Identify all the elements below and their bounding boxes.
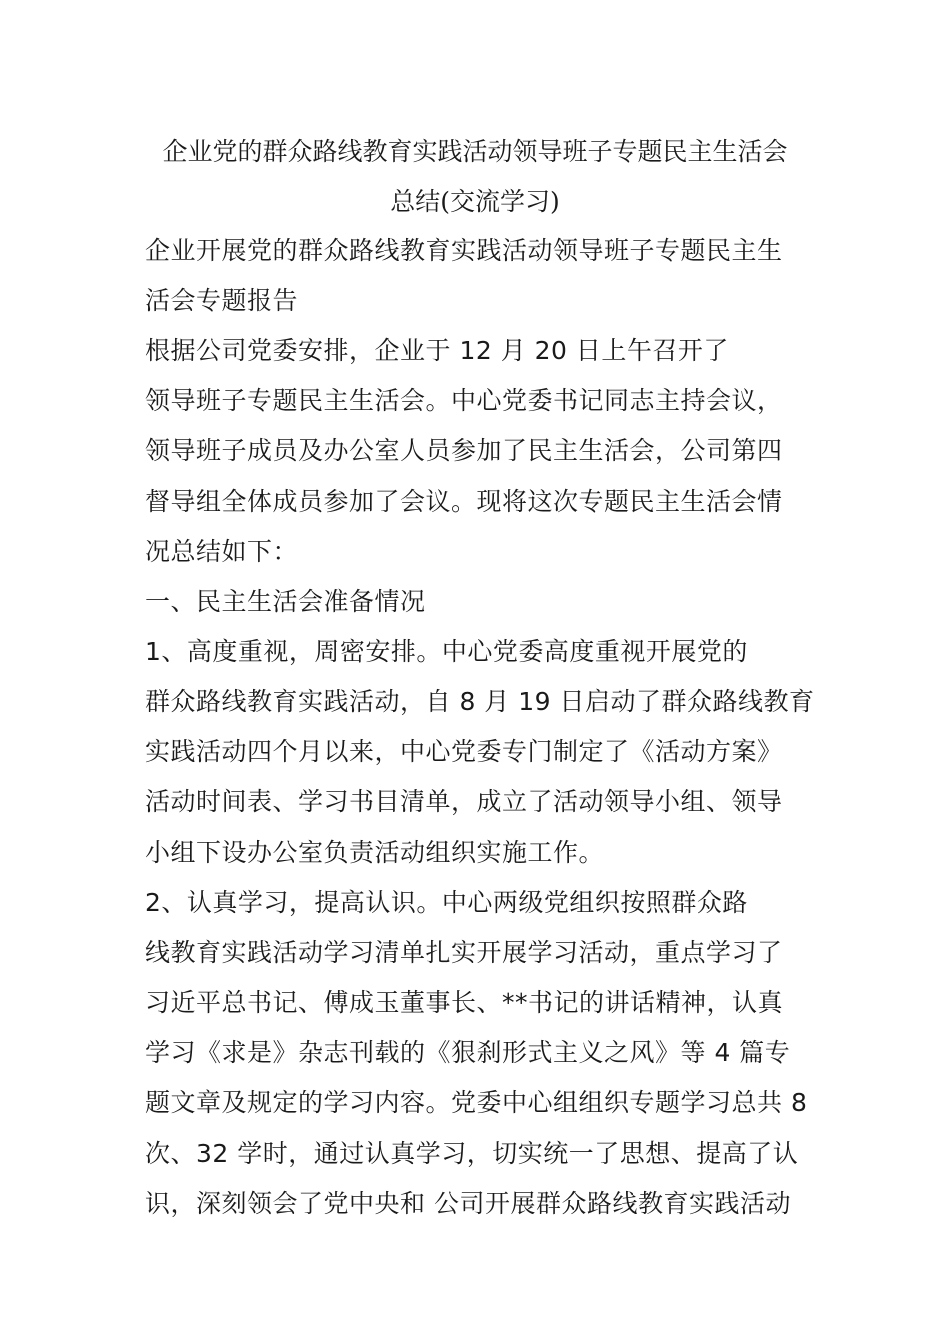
intro-line-4: 督导组全体成员参加了会议。现将这次专题民主生活会情 bbox=[145, 487, 783, 516]
item2-line-1: 2、认真学习，提高认识。中心两级党组织按照群众路 bbox=[145, 888, 748, 917]
item2-line-4: 学习《求是》杂志刊载的《狠刹形式主义之风》等 4 篇专 bbox=[145, 1038, 791, 1067]
item1-line-2: 群众路线教育实践活动，自 8 月 19 日启动了群众路线教育 bbox=[145, 687, 815, 716]
subtitle-line-2: 活会专题报告 bbox=[145, 286, 299, 315]
item2-line-3: 习近平总书记、傅成玉董事长、**书记的讲话精神，认真 bbox=[145, 988, 784, 1017]
document-title-line-1: 企业党的群众路线教育实践活动领导班子专题民主生活会 bbox=[162, 137, 788, 166]
intro-line-2: 领导班子专题民主生活会。中心党委书记同志主持会议， bbox=[145, 386, 783, 415]
subtitle-line-1: 企业开展党的群众路线教育实践活动领导班子专题民主生 bbox=[145, 236, 783, 265]
document-title-line-2: 总结(交流学习) bbox=[390, 187, 560, 216]
intro-line-5: 况总结如下： bbox=[145, 537, 299, 566]
item2-line-7: 识，深刻领会了党中央和 公司开展群众路线教育实践活动 bbox=[145, 1189, 791, 1218]
item2-line-2: 线教育实践活动学习清单扎实开展学习活动，重点学习了 bbox=[145, 938, 783, 967]
intro-line-1: 根据公司党委安排，企业于 12 月 20 日上午召开了 bbox=[145, 336, 729, 365]
item2-line-6: 次、32 学时，通过认真学习，切实统一了思想、提高了认 bbox=[145, 1139, 799, 1168]
item1-line-1: 1、高度重视，周密安排。中心党委高度重视开展党的 bbox=[145, 637, 748, 666]
item2-line-5: 题文章及规定的学习内容。党委中心组组织专题学习总共 8 bbox=[145, 1088, 808, 1117]
item1-line-4: 活动时间表、学习书目清单，成立了活动领导小组、领导 bbox=[145, 787, 783, 816]
item1-line-5: 小组下设办公室负责活动组织实施工作。 bbox=[145, 838, 605, 867]
section-heading-1: 一、民主生活会准备情况 bbox=[145, 587, 426, 616]
intro-line-3: 领导班子成员及办公室人员参加了民主生活会，公司第四 bbox=[145, 436, 783, 465]
item1-line-3: 实践活动四个月以来，中心党委专门制定了《活动方案》 bbox=[145, 737, 783, 766]
